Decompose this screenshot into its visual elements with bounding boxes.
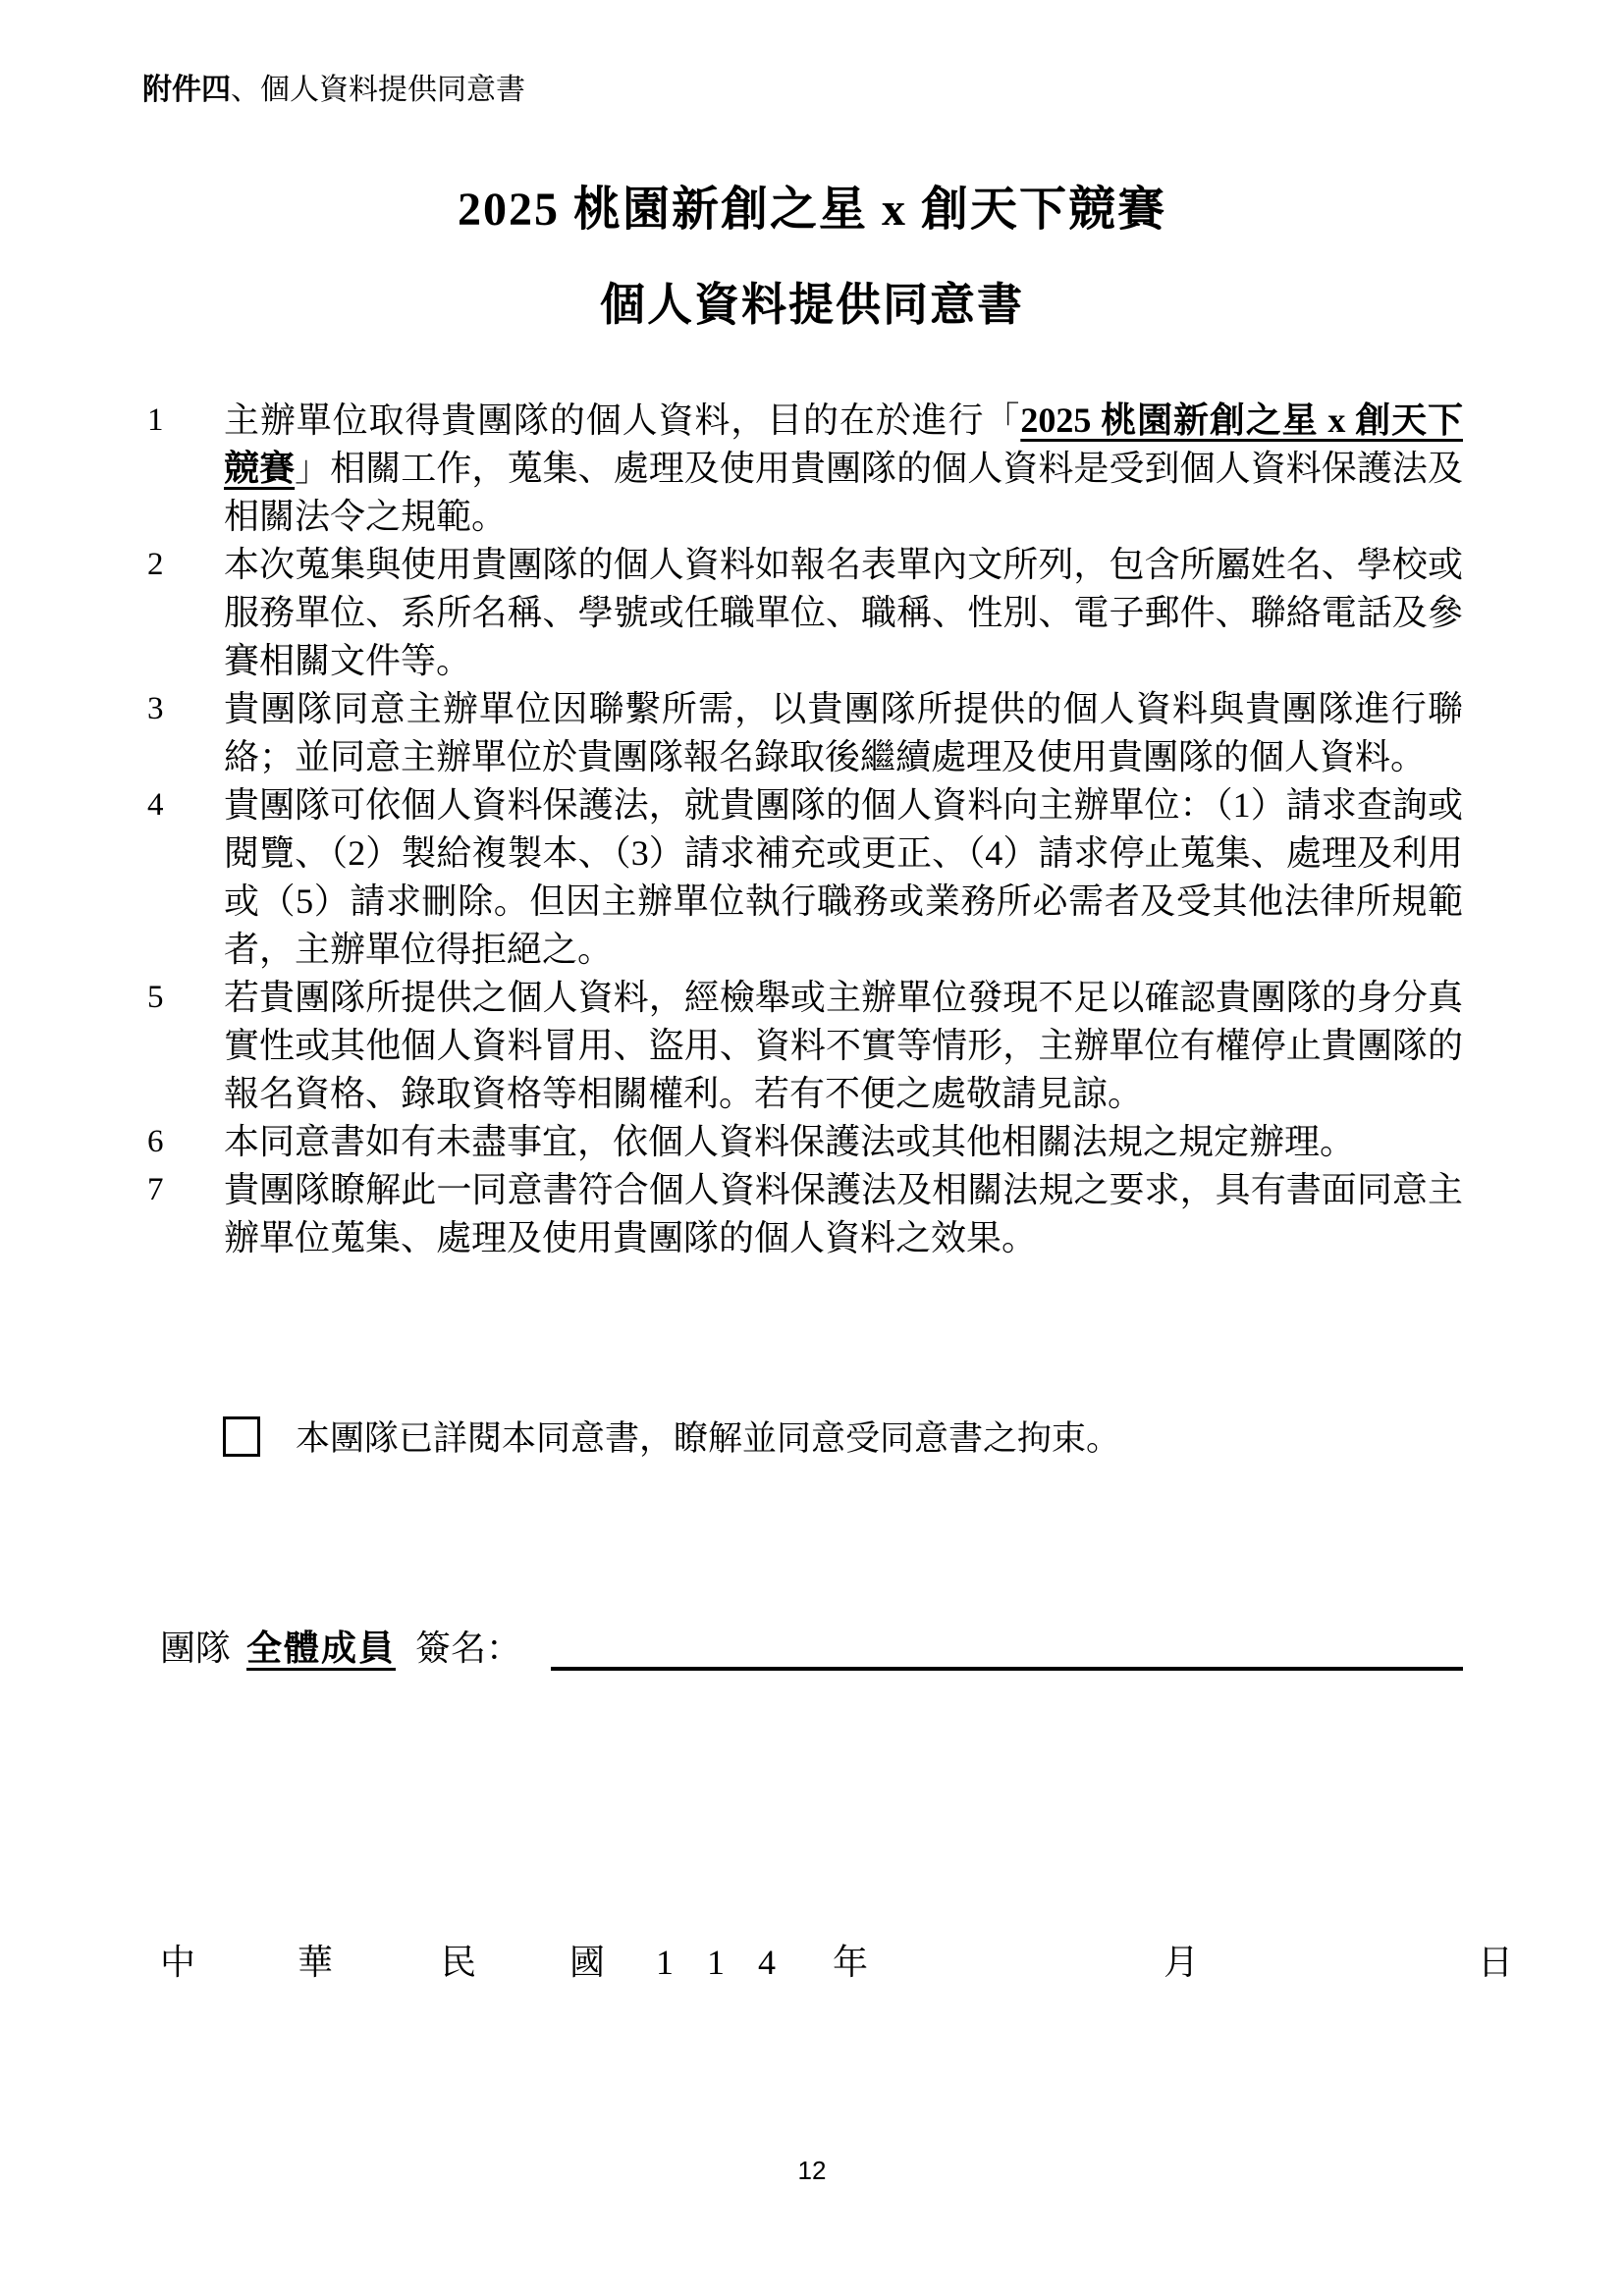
signature-label: 簽名： <box>415 1629 522 1668</box>
date-row <box>0 1940 1624 1985</box>
item-number: 4 <box>147 787 164 823</box>
document-header <box>142 71 525 110</box>
list-item <box>147 1166 1463 1262</box>
agreement-row <box>223 1412 1120 1461</box>
date-year-digit: 4 <box>758 1943 776 1982</box>
item-number: 2 <box>147 547 164 582</box>
date-roc-char: 中 <box>160 1943 196 1982</box>
header-attachment-label: 附件四 <box>142 74 231 106</box>
item-number: 7 <box>147 1172 164 1207</box>
list-item <box>147 974 1463 1118</box>
date-month-unit: 月 <box>1164 1943 1200 1982</box>
list-item <box>147 541 1463 685</box>
list-item <box>147 397 1463 541</box>
competition-name-emphasis: 2025 桃園新創之星 x 創天下競賽 <box>224 400 1463 488</box>
list-item <box>147 1118 1463 1166</box>
date-roc-char: 民 <box>441 1943 477 1982</box>
item-text <box>224 397 1463 541</box>
date-year-digit: 1 <box>707 1943 725 1982</box>
signature-signers: 全體成員 <box>246 1629 397 1668</box>
page-subtitle: 個人資料提供同意書 <box>600 280 1024 330</box>
item-text: 本同意書如有未盡事宜，依個人資料保護法或其他相關法規之規定辦理。 <box>224 1122 1356 1161</box>
item-text-segment: 」相關工作，蒐集、處理及使用貴團隊的個人資料是受到個人資料保護法及相關法令之規範。 <box>224 449 1463 536</box>
item-number: 5 <box>147 980 164 1015</box>
item-number: 6 <box>147 1124 164 1159</box>
item-text: 若貴團隊所提供之個人資料，經檢舉或主辦單位發現不足以確認貴團隊的身分真實性或其他個人資料冒用、盜用、資料不實等情形，主辦單位有權停止貴團隊的報名資格、錄取資格等相關權利。若有不便之處敬請見諒。 <box>224 978 1463 1113</box>
date-year-unit: 年 <box>833 1943 869 1982</box>
header-title-text: 、個人資料提供同意書 <box>231 74 525 106</box>
signature-prefix: 團隊 <box>160 1629 232 1668</box>
signature-row <box>160 1626 1463 1671</box>
item-number: 3 <box>147 691 164 726</box>
consent-list <box>147 397 1463 1262</box>
date-roc-char: 華 <box>298 1943 334 1982</box>
date-day-unit: 日 <box>1478 1943 1514 1982</box>
item-text-segment: 主辦單位取得貴團隊的個人資料，目的在於進行「 <box>224 400 1021 440</box>
page-number: 12 <box>797 2156 827 2185</box>
item-text: 貴團隊可依個人資料保護法，就貴團隊的個人資料向主辦單位：（1）請求查詢或閱覽、（2）製給複製本、（3）請求補充或更正、（4）請求停止蒐集、處理及利用或（5）請求刪除。但因主辦單位執行職務或業務所必需者及受其他法律所規範者，主辦單位得拒絕之。 <box>224 785 1463 969</box>
agreement-label: 本團隊已詳閱本同意書，瞭解並同意受同意書之拘束。 <box>296 1419 1121 1458</box>
list-item <box>147 781 1463 974</box>
item-text: 本次蒐集與使用貴團隊的個人資料如報名表單內文所列，包含所屬姓名、學校或服務單位、系所名稱、學號或任職單位、職稱、性別、電子郵件、聯絡電話及參賽相關文件等。 <box>224 545 1463 680</box>
agreement-checkbox[interactable] <box>223 1416 260 1457</box>
list-item <box>147 685 1463 781</box>
item-text: 貴團隊同意主辦單位因聯繫所需，以貴團隊所提供的個人資料與貴團隊進行聯絡；並同意主辦單位於貴團隊報名錄取後繼續處理及使用貴團隊的個人資料。 <box>224 689 1463 776</box>
item-number: 1 <box>147 402 164 438</box>
item-text: 貴團隊瞭解此一同意書符合個人資料保護法及相關法規之要求，具有書面同意主辦單位蒐集、處理及使用貴團隊的個人資料之效果。 <box>224 1170 1463 1257</box>
date-roc-char: 國 <box>569 1943 606 1982</box>
signature-line[interactable] <box>551 1626 1463 1671</box>
page-title: 2025 桃園新創之星 x 創天下競賽 <box>457 184 1166 236</box>
date-year-digit: 1 <box>656 1943 674 1982</box>
